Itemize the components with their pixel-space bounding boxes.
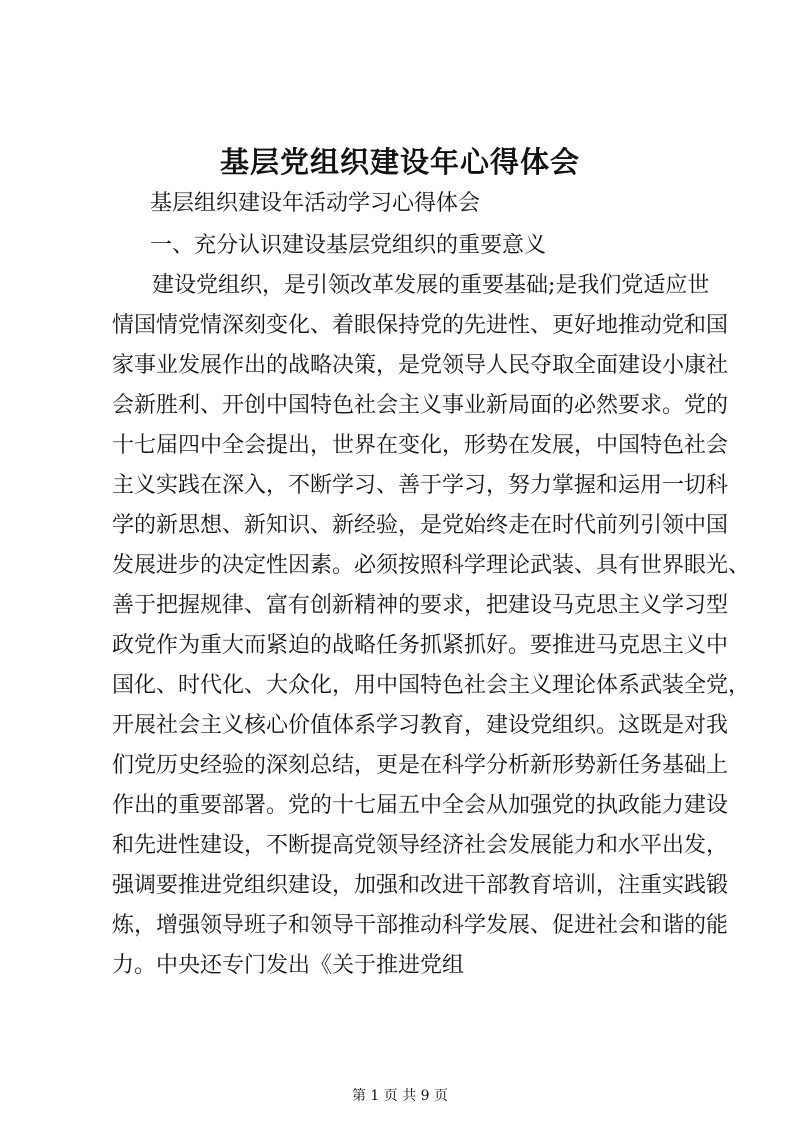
body-line: 们党历史经验的深刻总结，更是在科学分析新形势新任务基础上 — [112, 753, 729, 778]
body-line: 发展进步的决定性因素。必须按照科学理论武装、具有世界眼光、 — [112, 553, 751, 578]
body-line: 强调要推进党组织建设，加强和改进干部教育培训，注重实践锻 — [112, 873, 729, 898]
body-line: 炼，增强领导班子和领导干部推动科学发展、促进社会和谐的能 — [112, 913, 729, 938]
body-line: 善于把握规律、富有创新精神的要求，把建设马克思主义学习型 — [112, 593, 729, 618]
body-line: 作出的重要部署。党的十七届五中全会从加强党的执政能力建设 — [112, 793, 729, 818]
body-line: 主义实践在深入，不断学习、善于学习，努力掌握和运用一切科 — [112, 473, 729, 498]
body-line: 建设党组织，是引领改革发展的重要基础;是我们党适应世 — [152, 273, 710, 298]
body-line: 政党作为重大而紧迫的战略任务抓紧抓好。要推进马克思主义中 — [112, 633, 729, 658]
body-line: 家事业发展作出的战略决策，是党领导人民夺取全面建设小康社 — [112, 353, 729, 378]
section-heading: 一、充分认识建设基层党组织的重要意义 — [150, 233, 547, 258]
body-line: 学的新思想、新知识、新经验，是党始终走在时代前列引领中国 — [112, 513, 729, 538]
body-line: 十七届四中全会提出，世界在变化，形势在发展，中国特色社会 — [112, 433, 729, 458]
body-line: 情国情党情深刻变化、着眼保持党的先进性、更好地推动党和国 — [112, 313, 729, 338]
body-line: 开展社会主义核心价值体系学习教育，建设党组织。这既是对我 — [112, 713, 729, 738]
page-footer: 第 1 页 共 9 页 — [351, 1088, 449, 1104]
document-title: 基层党组织建设年心得体会 — [219, 145, 580, 179]
document-subtitle: 基层组织建设年活动学习心得体会 — [150, 191, 481, 216]
body-paragraph — [112, 266, 751, 986]
body-line: 国化、时代化、大众化，用中国特色社会主义理论体系武装全党， — [112, 673, 751, 698]
body-line: 和先进性建设，不断提高党领导经济社会发展能力和水平出发， — [112, 833, 729, 858]
body-line: 会新胜利、开创中国特色社会主义事业新局面的必然要求。党的 — [112, 393, 729, 418]
body-line: 力。中央还专门发出《关于推进党组 — [112, 953, 465, 978]
